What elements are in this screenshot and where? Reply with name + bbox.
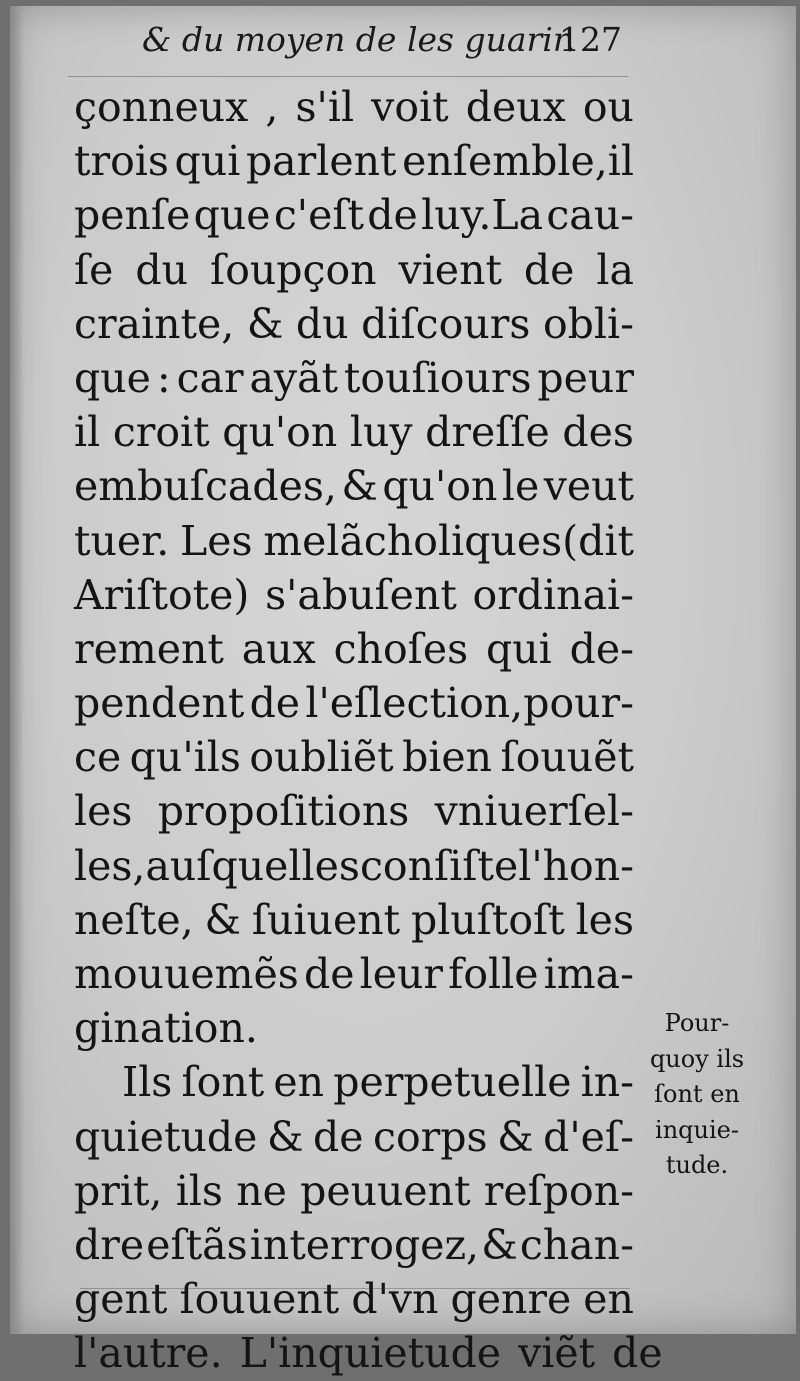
text-line: Ils ſont en perpetuelle in- <box>122 1058 634 1107</box>
gutter-shadow <box>10 6 24 1334</box>
text-line: gination. <box>74 1004 258 1053</box>
text-line: ce qu'ils oubliẽt bien ſouuẽt <box>74 733 634 782</box>
text-line: çonneux , s'il voit deux ou <box>74 83 634 131</box>
text-line: gent ſouuent d'vn genre en <box>74 1275 634 1324</box>
body-text <box>74 80 663 1381</box>
text-line: Ariſtote) s'abuſent ordinai- <box>74 570 634 619</box>
book-page <box>10 6 796 1378</box>
page-header <box>142 20 622 80</box>
text-line: pendent de l'eſlection,pour- <box>74 679 634 728</box>
margin-note-line: ſont en <box>654 1080 740 1108</box>
text-line: l'autre. L'inquietude viẽt de <box>74 1329 663 1378</box>
text-line: les propoſitions vniuerſel- <box>74 787 634 836</box>
text-line: embuſcades, & qu'on le veut <box>74 462 634 511</box>
text-line: crainte, & du diſcours obli- <box>74 299 634 348</box>
text-line: tuer. Les melãcholiques(dit <box>74 516 634 565</box>
page-number: 127 <box>559 20 622 59</box>
text-line: mouuemẽs de leur folle ima- <box>74 950 634 998</box>
text-line: dre eſtãs interrogez, & chan- <box>74 1220 634 1269</box>
text-line: penſe que c'eſt de luy.La cau- <box>74 191 634 240</box>
margin-note-line: tude. <box>665 1151 729 1179</box>
margin-note-line: inquie- <box>655 1115 739 1144</box>
text-line: neſte, & ſuiuent pluſtoſt les <box>74 895 634 944</box>
margin-note-line: quoy ils <box>649 1044 745 1073</box>
text-line: ſe du ſoupçon vient de la <box>74 245 634 294</box>
text-line: les,auſquelles conſiſte l'hon- <box>74 841 634 890</box>
text-line: rement aux choſes qui de- <box>74 624 634 673</box>
text-line: il croit qu'on luy dreſſe des <box>74 408 634 457</box>
running-title: & du moyen de les guarir. <box>142 20 576 59</box>
text-line: quietude & de corps & d'eſ- <box>74 1112 634 1161</box>
text-line: prit, ils ne peuuent reſpon- <box>74 1166 634 1215</box>
header-rule <box>68 76 628 77</box>
bottom-rule <box>80 1288 630 1289</box>
text-line: que : car ayãt touſiours peur <box>74 353 634 402</box>
margin-note-line: Pour- <box>664 1009 730 1037</box>
text-line: trois qui parlent enſemble,il <box>74 137 634 186</box>
margin-note <box>634 1006 760 1184</box>
